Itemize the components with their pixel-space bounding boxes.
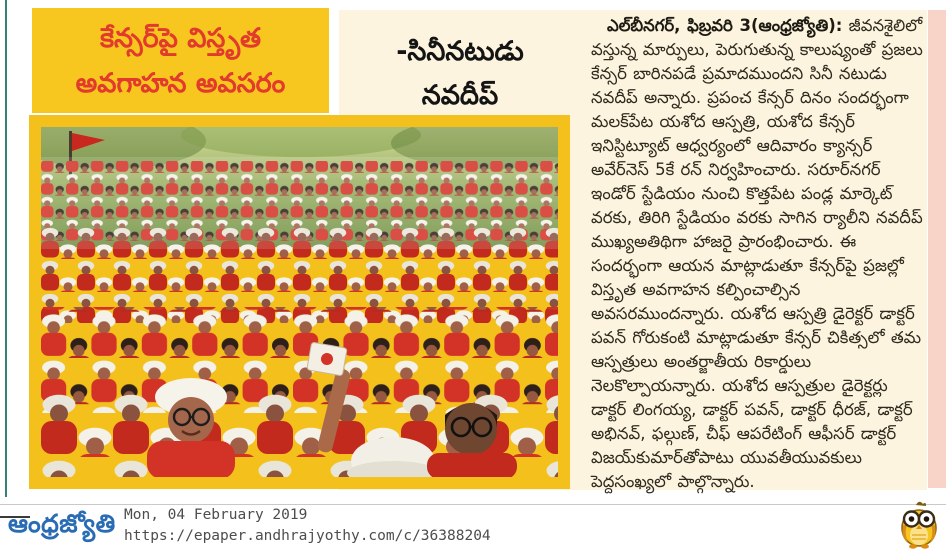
footer-bar	[0, 497, 946, 550]
footer-url[interactable]: https://epaper.andhrajyothy.com/c/36388204	[124, 528, 491, 544]
article-text: జీవనశైలిలో వస్తున్న మార్పులు, పెరుగుతున్న కాలుష్యంతో ప్రజలు కేన్సర్ బారినపడే ప్రమాదముందని సినీ నటుడు నవదీప్ అన్నారు. ప్రపంచ కేన్సర్ దినం సందర్భంగా మలక్‌పేట యశోద ఆస్పత్రి, యశోద కేన్సర్ ఇనిస్టిట్యూట్ ఆధ్వర్యంలో ఆదివారం క్యాన్సర్ అవేర్‌నెస్ 5కే రన్ నిర్వహించారు. సరూర్‌నగర్ ఇండోర్ స్టేడియం నుంచి కొత్తపేట పండ్ల మార్కెట్ వరకు, తిరిగి స్టేడియం వరకు సాగిన ర్యాలీని నవదీప్ ముఖ్యఅతిథిగా హాజరై ప్రారంభించారు. ఈ సందర్భంగా ఆయన మాట్లాడుతూ కేన్సర్‌పై ప్రజల్లో విస్తృత అవగాహన కల్పించాల్సిన అవసరముందన్నారు. యశోద ఆస్పత్రి డైరెక్టర్ డాక్టర్ పవన్ గోరుకంటి మాట్లాడుతూ కేన్సర్ చికిత్సలో తమ ఆస్పత్రులు అంతర్జాతీయ రికార్డులు నెలకొల్పాయన్నారు. యశోద ఆస్పత్రుల డైరెక్టర్లు డాక్టర్ లింగయ్య, డాక్టర్ పవన్, డాక్టర్ ధీరజ్, డాక్టర్ అభినవ్, ఫల్గుణ్, చీఫ్ ఆపరేటింగ్ ఆఫీసర్ డాక్టర్ విజయ్‌కుమార్‌తోపాటు యువతీయువకులు పెద్దసంఖ్యలో పాల్గొన్నారు.	[591, 16, 923, 491]
article-body	[591, 14, 929, 494]
footer-meta	[124, 505, 491, 547]
headline-box	[32, 8, 329, 113]
photo-frame	[29, 115, 570, 489]
adjacent-column-strip	[928, 10, 946, 488]
byline-line-2: నవదీప్	[421, 80, 499, 111]
byline	[355, 30, 565, 118]
byline-line-1: -సినీనటుడు	[396, 36, 524, 67]
dateline: ఎల్‌బీనగర్, ఫిబ్రవరి 3(ఆంధ్రజ్యోతి):	[607, 16, 843, 35]
headline-line-1: కేన్సర్‌పై విస్తృత	[99, 22, 262, 54]
owl-mascot-icon	[896, 499, 942, 549]
crowd-photo	[41, 127, 558, 477]
news-clipping	[5, 0, 946, 499]
footer-date: Mon, 04 February 2019	[124, 507, 308, 523]
headline-line-2: అవగాహన అవసరం	[75, 67, 286, 99]
andhrajyothy-logo: ఆంధ్రజ్యోతి	[8, 509, 116, 538]
